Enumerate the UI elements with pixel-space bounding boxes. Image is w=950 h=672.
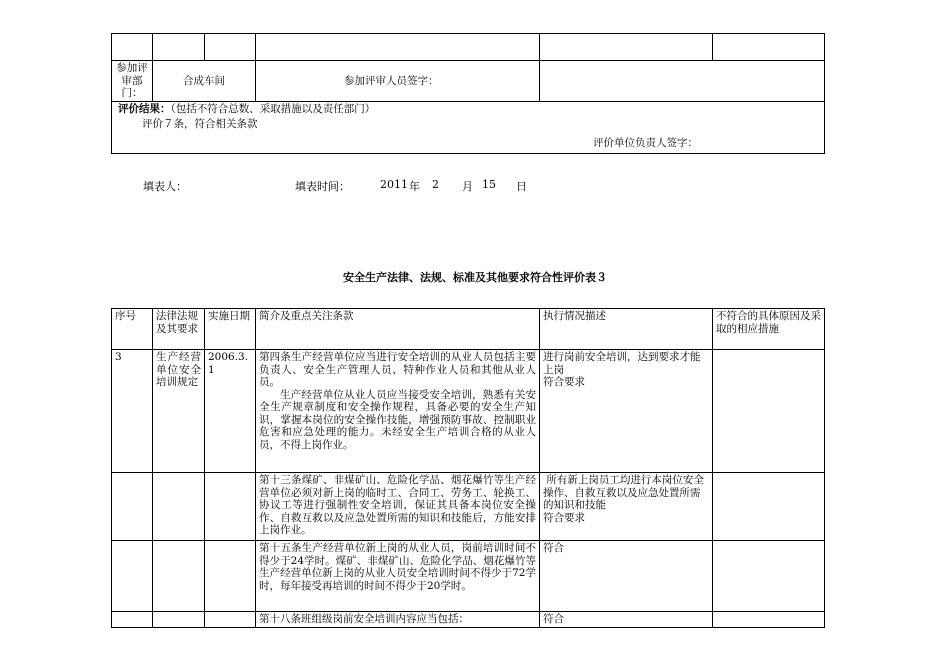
row-nonconform[interactable] [713, 612, 825, 628]
top-evaluation-table [111, 33, 825, 154]
result-text: 评价７条，符合相关条款 [142, 118, 258, 130]
fill-day-unit: 日 [516, 180, 527, 193]
row-summary[interactable]: 第十五条生产经营单位新上岗的从业人员，岗前培训时间不得少于24学时。煤矿、非煤矿山、危险化学品、烟花爆竹等生产经营单位新上岗的从业人员安全培训时间不得少于72学时，每年接受再培训的时间不得少于20学时。 [256, 541, 540, 612]
header-no: 序号 [112, 309, 153, 350]
table-title: 安全生产法律、法规、标准及其他要求符合性评价表３ [343, 271, 607, 284]
row-execution[interactable] [540, 473, 713, 541]
exec-line-1: 所有新上岗员工均进行本岗位安全操作、自救互救以及应急处置所需的知识和技能 [543, 474, 704, 511]
signers-field[interactable] [540, 61, 825, 102]
table-row [112, 541, 825, 612]
row-date[interactable]: 2006.3.1 [205, 350, 256, 473]
row-law[interactable] [153, 612, 205, 628]
empty-cell[interactable] [205, 34, 256, 61]
header-execution: 执行情况描述 [540, 309, 713, 350]
header-date: 实施日期 [205, 309, 256, 350]
signers-label: 参加评审人员签字： [256, 61, 540, 102]
dept-label: 参加评审部门： [112, 61, 153, 102]
result-heading: 评价结果： [118, 102, 171, 115]
summary-paragraph-1: 第四条生产经营单位应当进行安全培训的从业人员包括主要负责人、安全生产管理人员、特种作业人员和其他从业人员。 [259, 351, 536, 388]
summary-paragraph-2: 生产经营单位从业人员应当接受安全培训，熟悉有关安全生产规章制度和安全操作规程，具备必要的安全生产知识，掌握本岗位的安全操作技能，增强预防事故、控制职业危害和应急处理的能力。未经安全生产培训合格的从业人员，不得上岗作业。 [259, 388, 536, 451]
row-law[interactable] [153, 541, 205, 612]
empty-cell[interactable] [153, 34, 205, 61]
row-nonconform[interactable] [713, 541, 825, 612]
header-summary: 简介及重点关注条款 [256, 309, 540, 350]
row-summary[interactable]: 第十八条班组级岗前安全培训内容应当包括： [256, 612, 540, 628]
row-execution[interactable] [540, 350, 713, 473]
compliance-table [111, 308, 825, 628]
empty-cell[interactable] [540, 34, 713, 61]
filler-label: 填表人： [143, 180, 187, 193]
row-date[interactable] [205, 473, 256, 541]
fill-time-label: 填表时间： [295, 180, 350, 193]
empty-cell[interactable] [112, 34, 153, 61]
fill-day: 15 [482, 178, 496, 191]
row-date[interactable] [205, 541, 256, 612]
empty-cell[interactable] [713, 34, 825, 61]
header-row [112, 309, 825, 350]
row-summary[interactable]: 第十三条煤矿、非煤矿山、危险化学品、烟花爆竹等生产经营单位必须对新上岗的临时工、合同工、劳务工、轮换工、协议工等进行强制性安全培训，保证其具备本岗位安全操作、自救互救以及应急处置所需的知识和技能后，方能安排上岗作业。 [256, 473, 540, 541]
table-row [112, 350, 825, 473]
header-nonconform: 不符合的具体原因及采取的相应措施 [713, 309, 825, 350]
row-no[interactable] [112, 541, 153, 612]
dept-value[interactable]: 合成车间 [153, 61, 256, 102]
row-no[interactable] [112, 612, 153, 628]
empty-row [112, 34, 825, 61]
header-law: 法律法规及其要求 [153, 309, 205, 350]
exec-line-1: 进行岗前安全培训，达到要求才能上岗 [543, 351, 701, 376]
fill-month: 2 [432, 178, 439, 191]
fill-month-unit: 月 [462, 180, 473, 193]
row-law[interactable] [153, 473, 205, 541]
row-nonconform[interactable] [713, 473, 825, 541]
fill-year-unit: 年 [409, 180, 420, 193]
exec-line-2: 符合要求 [543, 376, 585, 388]
table-row [112, 473, 825, 541]
exec-line-2: 符合要求 [543, 511, 585, 524]
empty-cell[interactable] [256, 34, 540, 61]
row-execution[interactable]: 符合 [540, 541, 713, 612]
row-nonconform[interactable] [713, 350, 825, 473]
row-execution[interactable]: 符合 [540, 612, 713, 628]
result-hint: （包括不符合总数、采取措施以及责任部门） [170, 102, 376, 115]
department-row [112, 61, 825, 102]
result-heading-line [118, 103, 818, 116]
row-summary[interactable] [256, 350, 540, 473]
unit-sign-label: 评价单位负责人签字： [593, 137, 698, 149]
row-date[interactable] [205, 612, 256, 628]
result-row [112, 101, 825, 153]
row-law[interactable]: 生产经营单位安全培训规定 [153, 350, 205, 473]
fill-year: 2011 [380, 178, 408, 191]
row-no[interactable]: 3 [112, 350, 153, 473]
row-no[interactable] [112, 473, 153, 541]
table-row [112, 612, 825, 628]
result-cell[interactable] [112, 101, 825, 153]
